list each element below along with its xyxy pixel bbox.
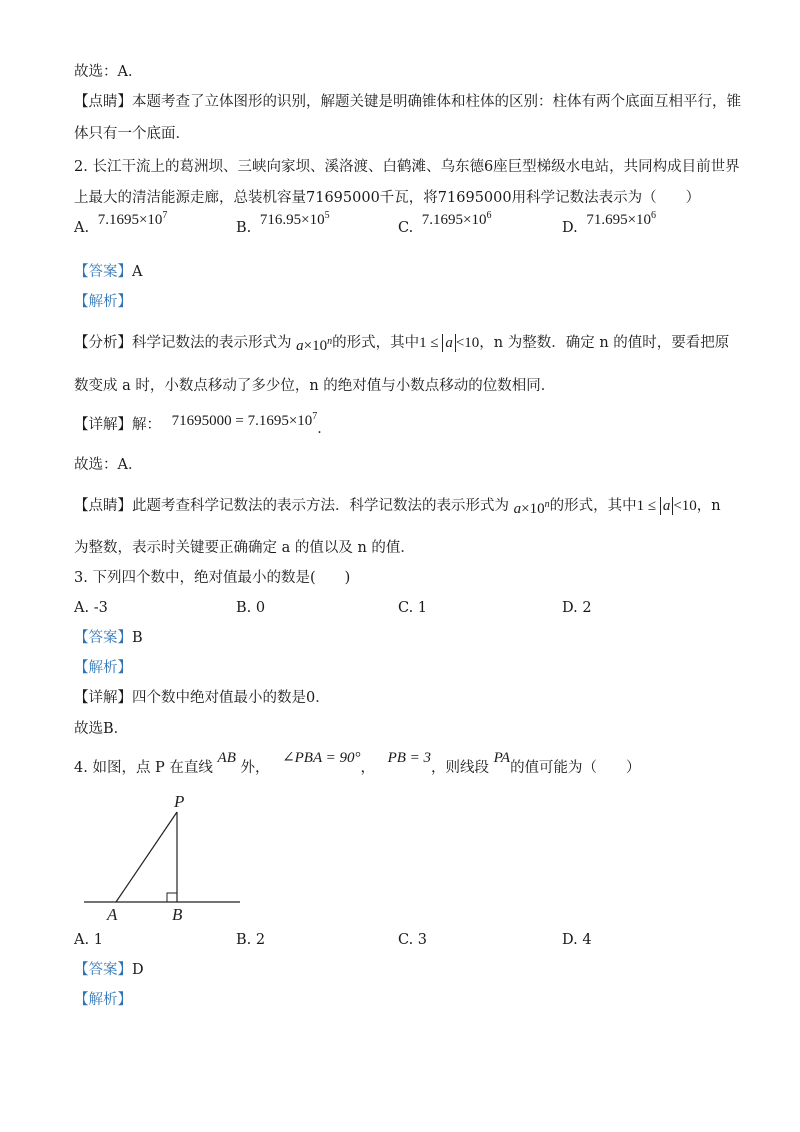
q3-answer: 【答案】B xyxy=(74,630,143,646)
q3-xiangjie: 【详解】四个数中绝对值最小的数是0． xyxy=(74,690,330,706)
q3-option-b: B. 0 xyxy=(236,600,266,616)
q4-option-d: D. 4 xyxy=(562,932,592,948)
triangle-figure xyxy=(80,790,250,925)
segment-pa xyxy=(116,812,177,902)
q2-dianjing-line-1: 【点睛】此题考查科学记数法的表示方法．科学记数法的表示形式为 $a\times 10^n$的形式，其中1 ≤ a <10，n xyxy=(74,498,721,517)
q3-option-c: C. 1 xyxy=(398,600,428,616)
right-angle-mark xyxy=(167,893,177,902)
q2-fenxi-line-1: 【分析】科学记数法的表示形式为 $a\times 10^n$的形式，其中1 ≤ a <10，n 为整数．确定 n 的值时，要看把原 xyxy=(74,335,730,354)
q4-option-a: A. 1 xyxy=(74,932,103,948)
q4-analysis-label: 【解析】 xyxy=(74,992,132,1008)
q3-analysis-label: 【解析】 xyxy=(74,660,132,676)
q2-dianjing-line-2: 为整数，表示时关键要正确确定 a 的值以及 n 的值． xyxy=(74,540,415,556)
q2-xiangjie: 【详解】解： $71695000 = 7.1695\times 10^7$． xyxy=(74,411,332,437)
q2-fenxi-line-2: 数变成 a 时，小数点移动了多少位，n 的绝对值与小数点移动的位数相同． xyxy=(74,378,556,394)
q3-option-d: D. 2 xyxy=(562,600,592,616)
q3-stem: 3. 下列四个数中，绝对值最小的数是( ) xyxy=(74,570,351,586)
q1-answer-line: 故选：A． xyxy=(74,64,143,80)
q2-analysis-label: 【解析】 xyxy=(74,294,132,310)
q2-answer: 【答案】A xyxy=(74,264,143,280)
q2-option-d: D. $71.695\times 10^6$ xyxy=(562,210,657,236)
q1-comment-line-1 xyxy=(74,92,741,112)
q4-stem: 4. 如图，点 P 在直线 AB 外， ∠PBA = 90°， PB = 3，则线段 PA的值可能为（ ） xyxy=(74,750,641,776)
comment-text: 本题考查了立体图形的识别，解题关键是明确锥体和柱体的区别：柱体有两个底面互相平行，锥 xyxy=(132,94,741,110)
q3-answer-line: 故选B． xyxy=(74,721,129,737)
q4-option-b: B. 2 xyxy=(236,932,266,948)
q2-answer-line: 故选：A． xyxy=(74,457,143,473)
q2-option-c: C. $7.1695\times 10^6$ xyxy=(398,210,492,236)
comment-label: 【点睛】 xyxy=(74,94,132,110)
label-a: A xyxy=(107,905,118,924)
label-p: P xyxy=(174,792,185,811)
q2-stem-line-2: 上最大的清洁能源走廊，总装机容量71695000千瓦，将71695000用科学记数法表示为（ ） xyxy=(74,190,701,206)
q2-option-b: B. $716.95\times 10^5$ xyxy=(236,210,330,236)
label-b: B xyxy=(172,905,183,924)
q2-stem-line-1: 2. 长江干流上的葛洲坝、三峡向家坝、溪洛渡、白鹤滩、乌东德6座巨型梯级水电站，共同构成目前世界 xyxy=(74,159,740,175)
q1-comment-line-2: 体只有一个底面． xyxy=(74,126,190,142)
q4-answer: 【答案】D xyxy=(74,962,144,978)
q2-option-a: A. $7.1695\times 10^7$ xyxy=(74,210,168,236)
q4-option-c: C. 3 xyxy=(398,932,428,948)
q3-option-a: A. -3 xyxy=(74,600,108,616)
